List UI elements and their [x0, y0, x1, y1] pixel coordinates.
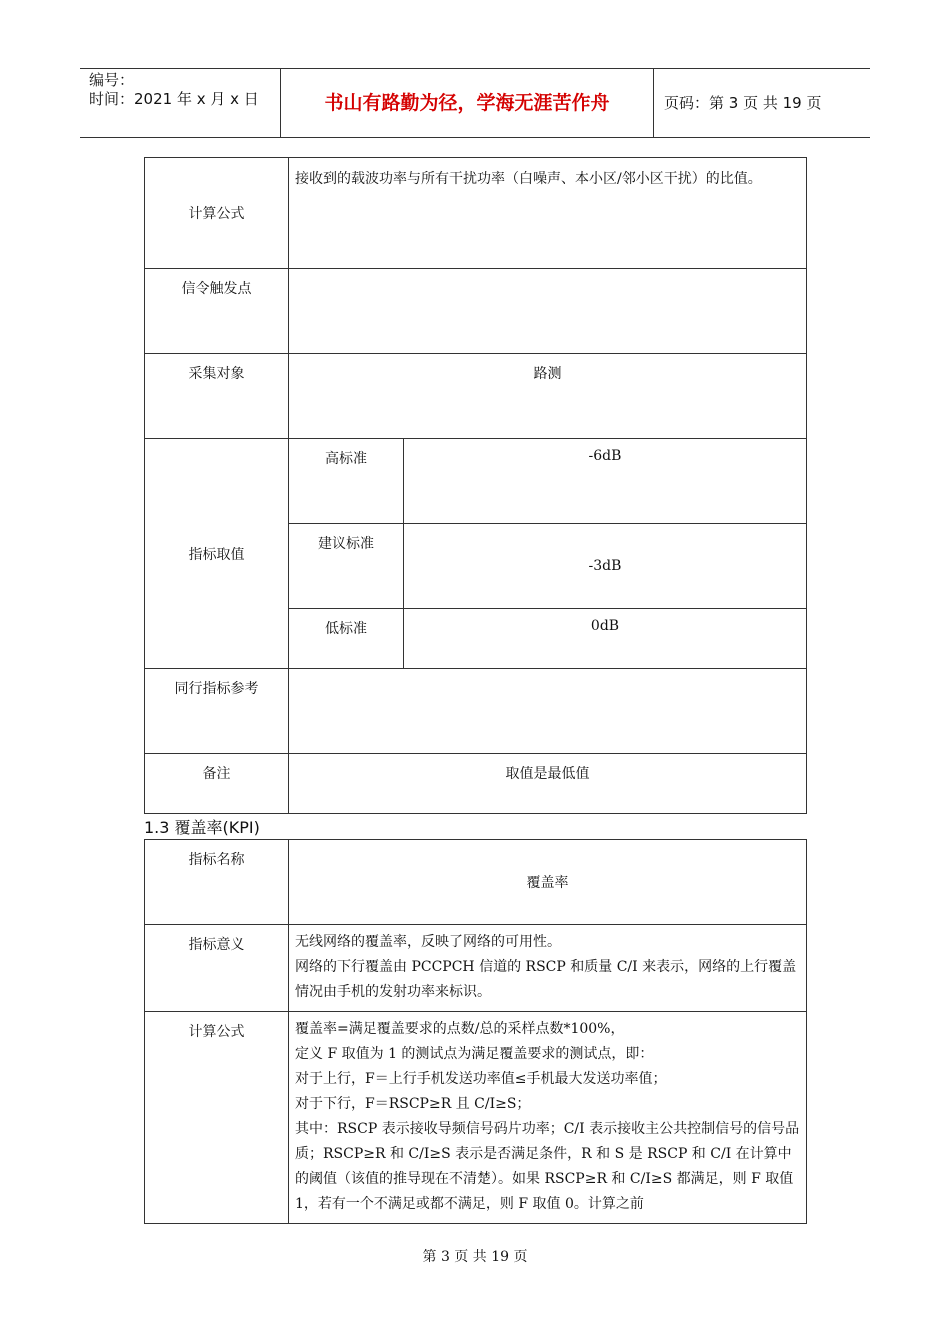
- collect-label: 采集对象: [145, 354, 289, 439]
- suggest-label: 建议标准: [289, 524, 404, 609]
- collect-value: 路测: [289, 354, 807, 439]
- trigger-label: 信令触发点: [145, 269, 289, 354]
- formula2-label: 计算公式: [145, 1012, 289, 1224]
- section-title: 1.3 覆盖率(KPI): [144, 818, 260, 837]
- formula-line: 对于下行，F＝RSCP≥R 且 C/I≥S；: [295, 1096, 531, 1112]
- header-motto: 书山有路勤为径，学海无涯苦作舟: [280, 69, 654, 137]
- kpi-table-2: [144, 839, 807, 1224]
- header-time-label: 时间：2021 年 x 月 x 日: [89, 90, 259, 108]
- page-footer: 第 3 页 共 19 页: [422, 1249, 528, 1265]
- meaning-line: 网络的下行覆盖由 PCCPCH 信道的 RSCP 和质量 C/I 来表示，网络的上行覆盖情况由手机的发射功率来标识。: [295, 959, 797, 1000]
- table-row: [145, 354, 807, 439]
- high-value: -6dB: [404, 439, 807, 524]
- meaning-text: [289, 925, 807, 1012]
- name-label: 指标名称: [145, 840, 289, 925]
- note-value: 取值是最低值: [289, 754, 807, 814]
- formula2-text: [289, 1012, 807, 1224]
- formula-line: 覆盖率=满足覆盖要求的点数/总的采样点数*100%，: [295, 1021, 625, 1037]
- table-row: [145, 1012, 807, 1224]
- formula-line: 定义 F 取值为 1 的测试点为满足覆盖要求的测试点，即：: [295, 1046, 654, 1062]
- high-label: 高标准: [289, 439, 404, 524]
- meaning-label: 指标意义: [145, 925, 289, 1012]
- trigger-value: [289, 269, 807, 354]
- formula-text: 接收到的载波功率与所有干扰功率（白噪声、本小区/邻小区干扰）的比值。: [289, 158, 807, 269]
- low-label: 低标准: [289, 609, 404, 669]
- header-number-label: 编号：: [89, 71, 135, 89]
- name-value: 覆盖率: [289, 840, 807, 925]
- table-row: [145, 669, 807, 754]
- table-row: [145, 925, 807, 1012]
- header-left: [80, 69, 280, 137]
- kpi-table-1: [144, 157, 807, 814]
- page-header: [80, 68, 870, 138]
- table-row: [145, 840, 807, 925]
- table-row: [145, 754, 807, 814]
- meaning-line: 无线网络的覆盖率，反映了网络的可用性。: [295, 934, 561, 950]
- note-label: 备注: [145, 754, 289, 814]
- header-page-info: 页码：第 3 页 共 19 页: [664, 94, 822, 112]
- table-row: [145, 158, 807, 269]
- formula-line: 其中：RSCP 表示接收导频信号码片功率；C/I 表示接收主公共控制信号的信号品质；RSCP≥R 和 C/I≥S 表示是否满足条件，R 和 S 是 RSCP 和 C/I 在计算中的阈值（该值的推导现在不清楚）。如果 RSCP≥R 和 C/I≥S 都满足，则 F 取值 1，若有一个不满足或都不满足，则 F 取值 0。计算之前: [295, 1121, 800, 1212]
- peer-label: 同行指标参考: [145, 669, 289, 754]
- table-row: [145, 269, 807, 354]
- value-label: 指标取值: [145, 439, 289, 669]
- low-value: 0dB: [404, 609, 807, 669]
- peer-value: [289, 669, 807, 754]
- table-row: [145, 439, 807, 524]
- formula-label: 计算公式: [145, 158, 289, 269]
- suggest-value: -3dB: [404, 524, 807, 609]
- formula-line: 对于上行，F＝上行手机发送功率值≤手机最大发送功率值；: [295, 1071, 667, 1087]
